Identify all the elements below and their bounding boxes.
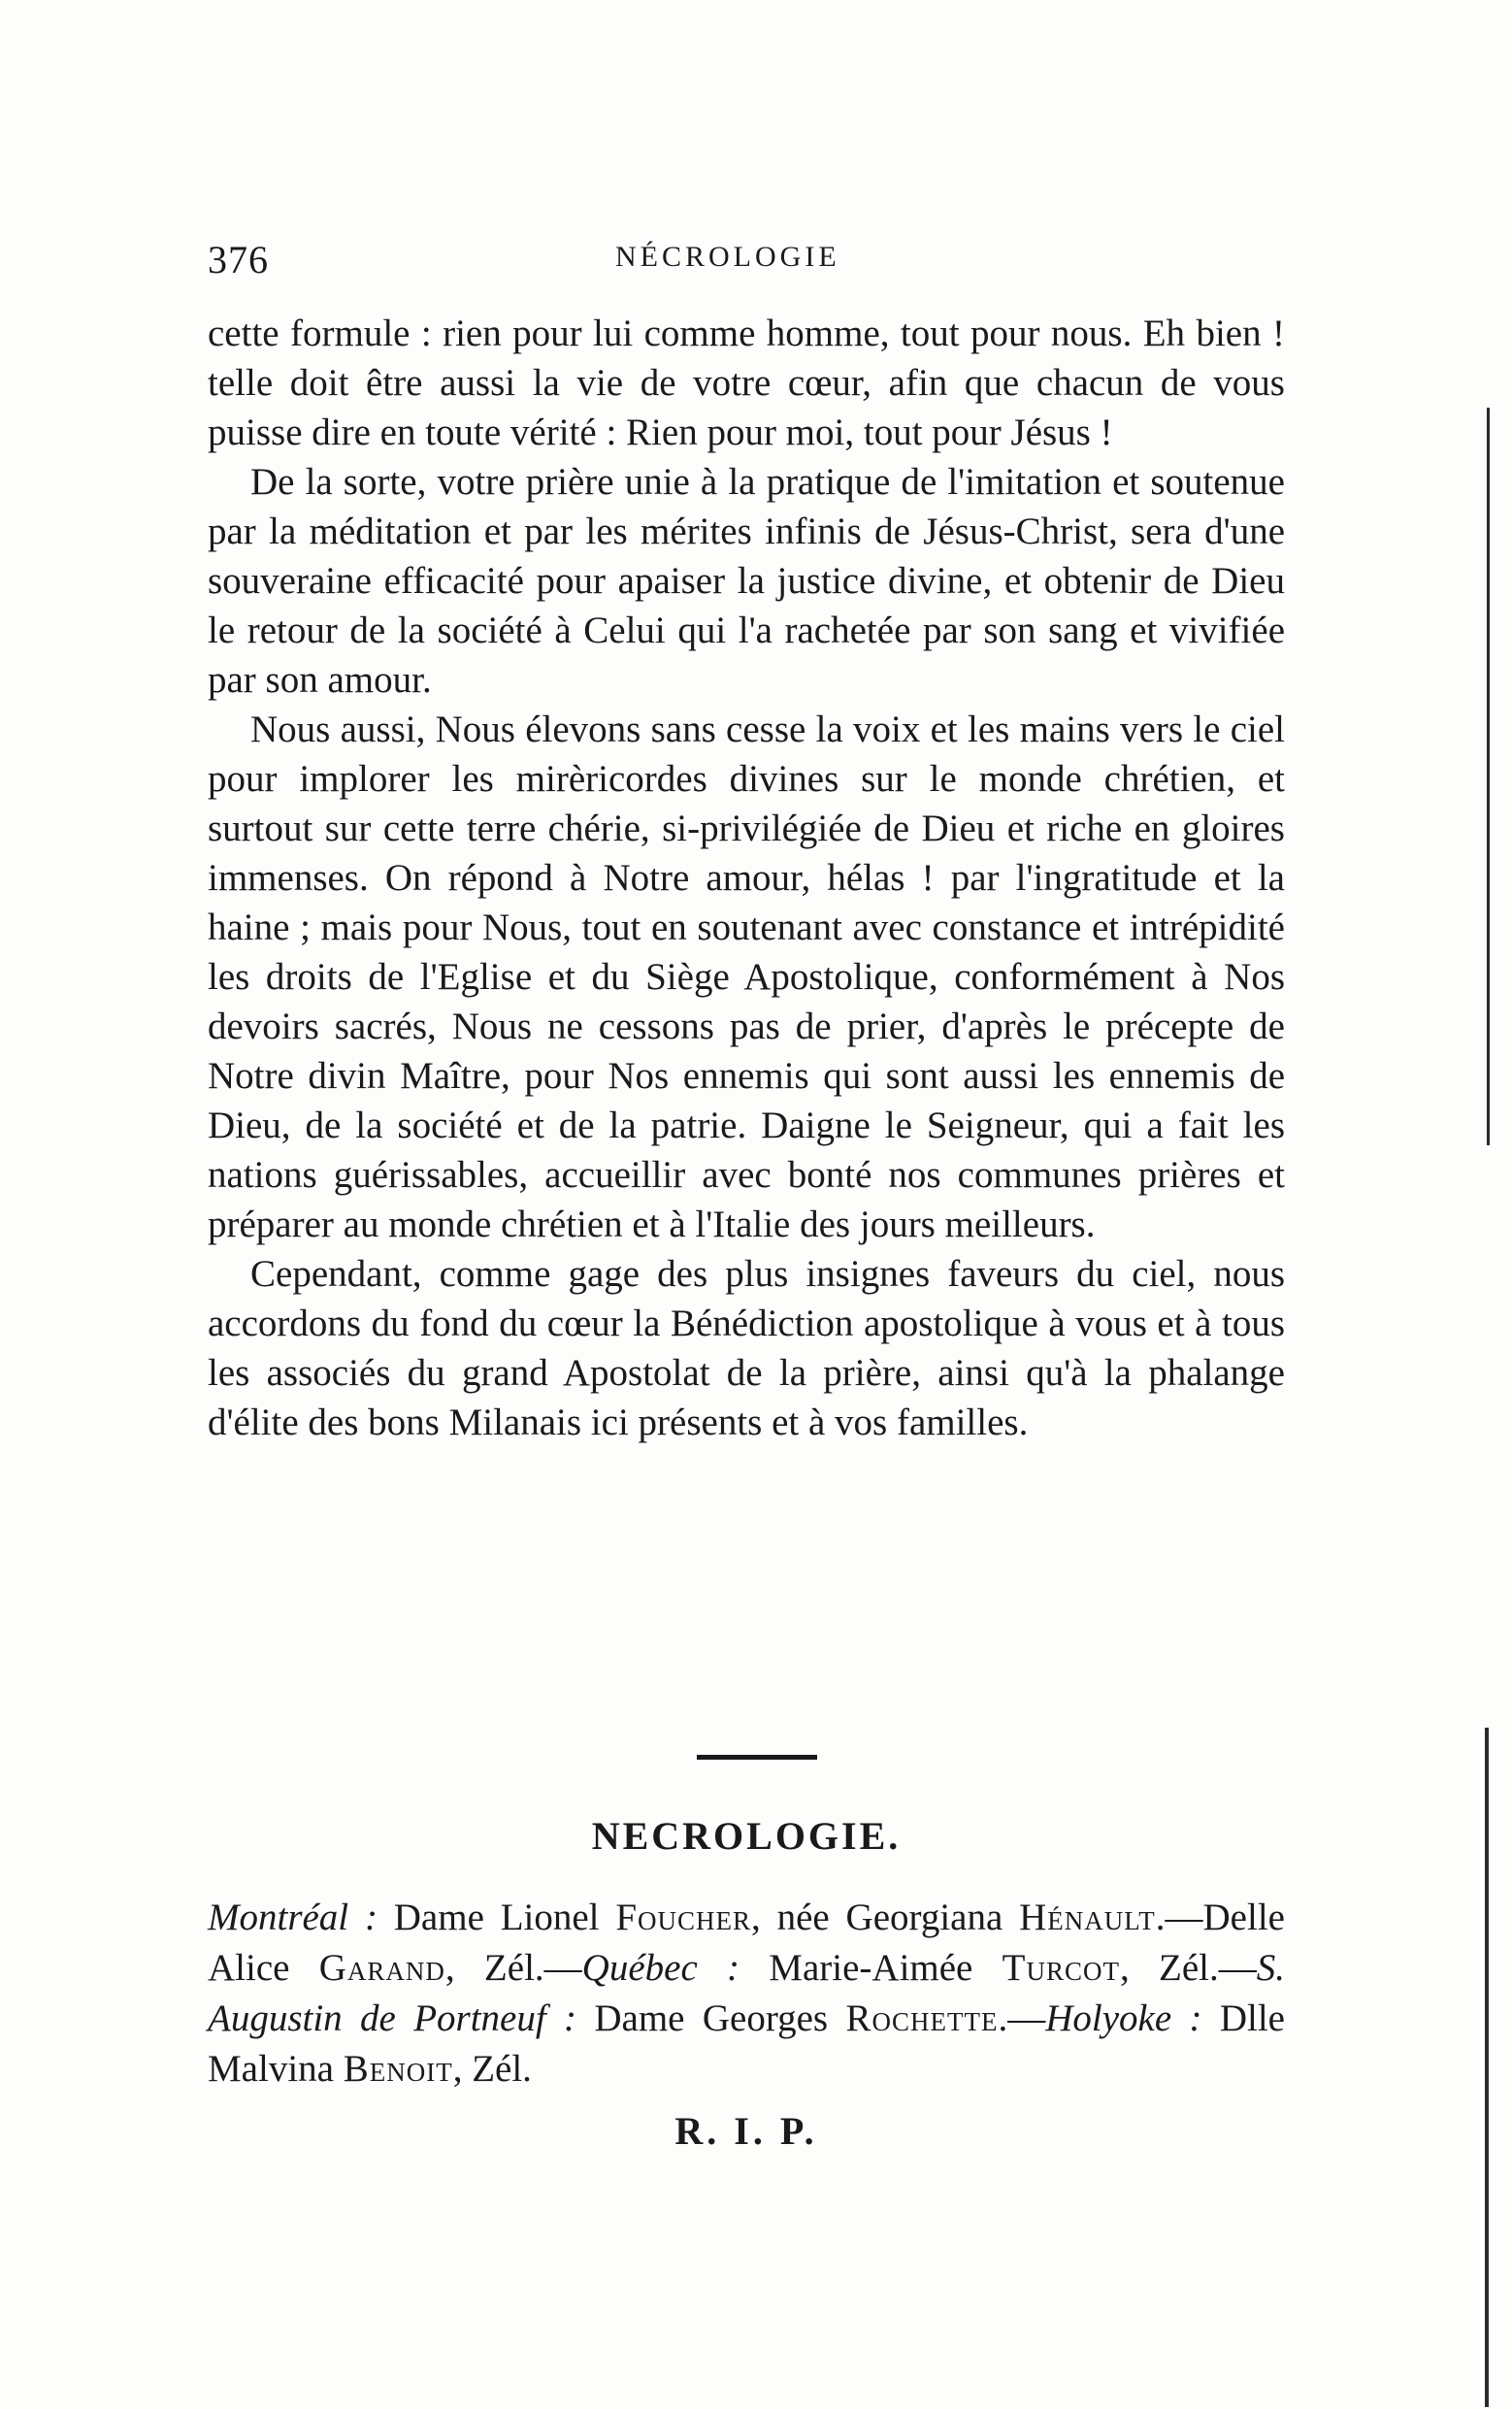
entry-text: .—Delle Alice — [208, 1897, 1285, 1989]
entry-text: Marie-Aimée — [740, 1947, 1003, 1989]
scan-edge-top — [1487, 408, 1490, 1145]
page-header — [208, 233, 1285, 281]
necrology-title: NECROLOGIE. — [591, 1814, 902, 1858]
paragraph-1: cette formule : rien pour lui comme homme, tout pour nous. Eh bien ! telle doit être aussi la vie de votre cœur, afin que chacun de vous puisse dire en toute vérité : Rien pour moi, tout pour Jésus ! — [208, 313, 1285, 453]
place-quebec: Québec : — [581, 1947, 740, 1989]
surname-henault: Hénault — [1019, 1897, 1156, 1938]
running-head: NÉCROLOGIE — [615, 241, 840, 273]
surname-garand: Garand — [318, 1947, 445, 1989]
surname-benoit: Benoit — [343, 2048, 453, 2090]
entry-text: Dame Georges — [576, 1997, 846, 2039]
entry-text: Dlle Malvina — [208, 1997, 1285, 2090]
place-holyoke: Holyoke : — [1045, 1997, 1202, 2039]
paragraph-4: Cependant, comme gage des plus insignes faveurs du ciel, nous accordons du fond du cœur la Bénédiction apostolique à vous et à tous les associés du grand Apostolat de la prière, ainsi qu'à la phalange d'élite des bons Milanais ici présents et à vos familles. — [208, 1253, 1285, 1443]
page-number: 376 — [208, 238, 269, 281]
necrology-entries — [208, 1893, 1285, 2095]
section-divider — [697, 1755, 817, 1760]
surname-foucher: Foucher — [615, 1897, 752, 1938]
entry-text: .— — [998, 1997, 1046, 2039]
paragraph-3: Nous aussi, Nous élevons sans cesse la voix et les mains vers le ciel pour implorer les mirèricordes divines sur le monde chrétien, et surtout sur cette terre chérie, si-privilégiée de Dieu et riche en gloires immenses. On répond à Notre amour, hélas ! par l'ingratitude et la haine ; mais pour Nous, tout en soutenant avec constance et intrépidité les droits de l'Eglise et du Siège Apostolique, conformément à Nos devoirs sacrés, Nous ne cessons pas de prier, d'après le précepte de Notre divin Maître, pour Nos ennemis qui sont aussi les ennemis de Dieu, de la société et de la patrie. Daigne le Seigneur, qui a fait les nations guérissables, accueillir avec bonté nos communes prières et préparer au monde chrétien et à l'Italie des jours meilleurs. — [208, 709, 1285, 1245]
entry-text: , Zél.— — [1119, 1947, 1257, 1989]
entry-text: , Zél. — [452, 2048, 532, 2090]
surname-rochette: Rochette — [845, 1997, 999, 2039]
paragraph-2: De la sorte, votre prière unie à la pratique de l'imitation et soutenue par la méditation et par les mérites infinis de Jésus-Christ, sera d'une souveraine efficacité pour apaiser la justice divine, et obtenir de Dieu le retour de la société à Celui qui l'a rachetée par son sang et vivifiée par son amour. — [208, 461, 1285, 701]
entry-text: , née Georgiana — [751, 1897, 1020, 1938]
scan-edge-bottom — [1485, 1728, 1489, 2407]
rip-closing: R. I. P. — [674, 2109, 818, 2153]
entry-text: Dame Lionel — [377, 1897, 616, 1938]
place-portneuf: S. Augustin de Portneuf : — [208, 1947, 1285, 2039]
body-text — [208, 309, 1285, 1447]
entry-text: , Zél.— — [444, 1947, 582, 1989]
place-montreal: Montréal : — [208, 1897, 378, 1938]
surname-turcot: Turcot — [1002, 1947, 1120, 1989]
